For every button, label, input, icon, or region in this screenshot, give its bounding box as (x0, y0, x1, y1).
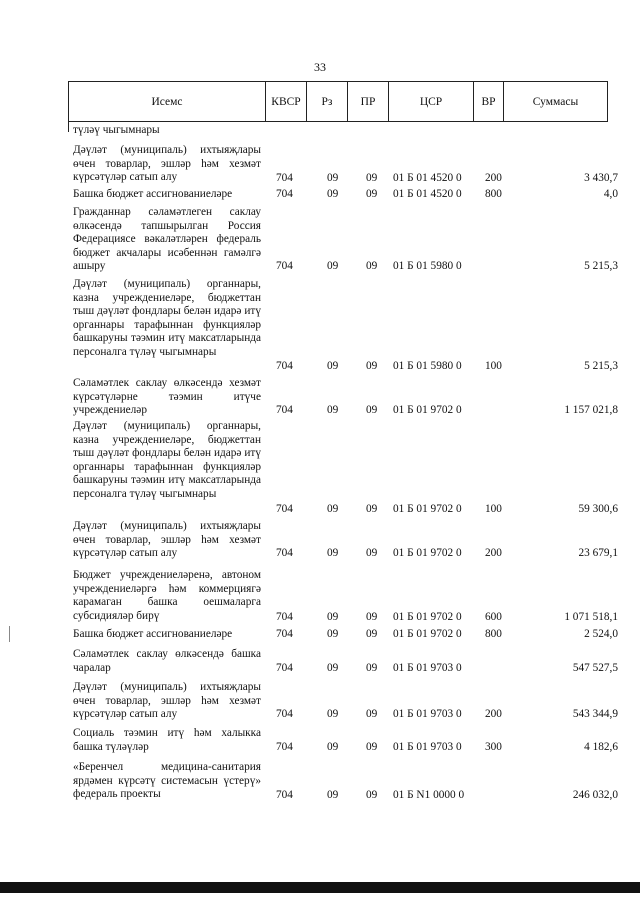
row-sum: 5 215,3 (584, 360, 618, 373)
row-sum: 3 430,7 (584, 172, 618, 185)
table-row (0, 206, 640, 274)
table-row (0, 681, 640, 722)
row-rz: 09 (327, 741, 339, 754)
table-row (0, 188, 640, 202)
page-number: 33 (314, 60, 326, 74)
row-rz: 09 (327, 503, 339, 516)
row-sum: 4 182,6 (584, 741, 618, 754)
row-csr: 01 Б 01 9703 0 (393, 662, 462, 675)
row-name: түләү чыгымнары (73, 124, 160, 136)
row-name: Дәүләт (муниципаль) ихтыяҗлары өчен товарлар, эшләр һәм хезмәт күрсәтүләр сатып алу (73, 144, 261, 184)
row-pr: 09 (366, 172, 378, 185)
row-name: Социаль тәэмин итү һәм халыкка башка түләүләр (73, 727, 261, 753)
row-name: Гражданнар сәламәтлеген саклау өлкәсендә тапшырылган Россия Федерациясе вәкаләтләрен федераль бюджет акчалары исәбеннән гамәлгә ашыру (73, 206, 261, 273)
row-kvsr: 704 (276, 503, 293, 516)
row-csr: 01 Б 01 5980 0 (393, 360, 462, 373)
table-row (0, 144, 640, 186)
row-csr: 01 Б 01 9702 0 (393, 628, 462, 641)
row-sum: 543 344,9 (572, 708, 618, 721)
table-row (0, 569, 640, 625)
row-rz: 09 (327, 611, 339, 624)
row-kvsr: 704 (276, 628, 293, 641)
row-csr: 01 Б 01 4520 0 (393, 172, 462, 185)
row-kvsr: 704 (276, 611, 293, 624)
row-pr: 09 (366, 503, 378, 516)
row-csr: 01 Б 01 5980 0 (393, 260, 462, 273)
row-sum: 4,0 (603, 188, 618, 201)
row-name: Башка бюджет ассигнованиеләре (73, 628, 233, 640)
table-header (68, 81, 608, 122)
row-name: Башка бюджет ассигнованиеләре (73, 188, 233, 200)
header-sum: Суммасы (503, 82, 607, 121)
row-vr: 200 (485, 172, 502, 185)
row-pr: 09 (366, 547, 378, 560)
row-name: Бюджет учреждениеләренә, автоном учреждениеләргә һәм коммерциягә карамаган башка оешмаларга субсидияләр бирү (73, 569, 261, 622)
row-kvsr: 704 (276, 360, 293, 373)
row-name: Сәламәтлек саклау өлкәсендә башка чаралар (73, 648, 261, 674)
row-name: «Беренчел медицина-санитария ярдәмен күрсәтү системасын үстерү» федераль проекты (73, 761, 261, 801)
row-vr: 100 (485, 503, 502, 516)
row-csr: 01 Б 01 9703 0 (393, 708, 462, 721)
table-row (0, 420, 640, 517)
row-vr: 800 (485, 628, 502, 641)
row-rz: 09 (327, 172, 339, 185)
row-kvsr: 704 (276, 741, 293, 754)
table-body (0, 124, 640, 803)
row-rz: 09 (327, 708, 339, 721)
row-pr: 09 (366, 188, 378, 201)
row-csr: 01 Б 01 9702 0 (393, 611, 462, 624)
table-row (0, 648, 640, 676)
row-vr: 600 (485, 611, 502, 624)
row-sum: 23 679,1 (578, 547, 618, 560)
row-name: Дәүләт (муниципаль) ихтыяҗлары өчен товарлар, эшләр һәм хезмәт күрсәтүләр сатып алу (73, 520, 261, 560)
row-name: Дәүләт (муниципаль) органнары, казна учреждениеләре, бюджеттан тыш дәүләт фондлары белән идарә итү органнары тарафыннан функцияләр башкаруны тәэмин итү максатларында персоналга түләү чыгымнары (73, 420, 261, 500)
row-pr: 09 (366, 260, 378, 273)
row-sum: 1 071 518,1 (564, 611, 618, 624)
row-sum: 1 157 021,8 (564, 404, 618, 417)
row-rz: 09 (327, 628, 339, 641)
row-rz: 09 (327, 260, 339, 273)
row-rz: 09 (327, 789, 339, 802)
row-pr: 09 (366, 628, 378, 641)
row-kvsr: 704 (276, 172, 293, 185)
row-rz: 09 (327, 188, 339, 201)
row-csr: 01 Б 01 9703 0 (393, 741, 462, 754)
row-csr: 01 Б 01 9702 0 (393, 404, 462, 417)
table-row (0, 628, 640, 642)
row-vr: 300 (485, 741, 502, 754)
row-pr: 09 (366, 789, 378, 802)
row-kvsr: 704 (276, 789, 293, 802)
header-pr: ПР (347, 82, 388, 121)
row-csr: 01 Б 01 4520 0 (393, 188, 462, 201)
row-name: Сәламәтлек саклау өлкәсендә хезмәт күрсәтүләрне тәэмин итүче учреждениеләр (73, 377, 261, 417)
row-pr: 09 (366, 708, 378, 721)
scan-bottom-edge (0, 882, 640, 893)
row-rz: 09 (327, 662, 339, 675)
row-kvsr: 704 (276, 708, 293, 721)
row-pr: 09 (366, 741, 378, 754)
row-kvsr: 704 (276, 547, 293, 560)
row-pr: 09 (366, 360, 378, 373)
row-name: Дәүләт (муниципаль) ихтыяҗлары өчен товарлар, эшләр һәм хезмәт күрсәтүләр сатып алу (73, 681, 261, 721)
row-sum: 246 032,0 (572, 789, 618, 802)
row-pr: 09 (366, 404, 378, 417)
header-kvsr: КВСР (265, 82, 306, 121)
row-vr: 100 (485, 360, 502, 373)
row-csr: 01 Б 01 9702 0 (393, 547, 462, 560)
row-vr: 200 (485, 708, 502, 721)
row-csr: 01 Б 01 9702 0 (393, 503, 462, 516)
header-rz: Рз (306, 82, 347, 121)
row-rz: 09 (327, 360, 339, 373)
header-csr: ЦСР (388, 82, 473, 121)
row-vr: 200 (485, 547, 502, 560)
row-kvsr: 704 (276, 662, 293, 675)
table-row (0, 377, 640, 418)
row-rz: 09 (327, 547, 339, 560)
row-sum: 59 300,6 (578, 503, 618, 516)
table-row (0, 124, 640, 138)
table-row (0, 727, 640, 755)
row-pr: 09 (366, 662, 378, 675)
scan-margin-mark (9, 626, 10, 642)
row-sum: 5 215,3 (584, 260, 618, 273)
row-pr: 09 (366, 611, 378, 624)
row-vr: 800 (485, 188, 502, 201)
table-row (0, 520, 640, 561)
row-kvsr: 704 (276, 188, 293, 201)
row-kvsr: 704 (276, 260, 293, 273)
row-csr: 01 Б N1 0000 0 (393, 789, 465, 802)
row-sum: 2 524,0 (584, 628, 618, 641)
header-vr: ВР (473, 82, 503, 121)
row-rz: 09 (327, 404, 339, 417)
header-name: Исемс (151, 95, 183, 108)
table-row (0, 761, 640, 803)
table-row (0, 278, 640, 374)
row-sum: 547 527,5 (572, 662, 618, 675)
row-kvsr: 704 (276, 404, 293, 417)
row-name: Дәүләт (муниципаль) органнары, казна учреждениеләре, бюджеттан тыш дәүләт фондлары белән идарә итү органнары тарафыннан функцияләр башкаруны тәэмин итү максатларында персоналга түләү чыгымнары (73, 278, 261, 358)
